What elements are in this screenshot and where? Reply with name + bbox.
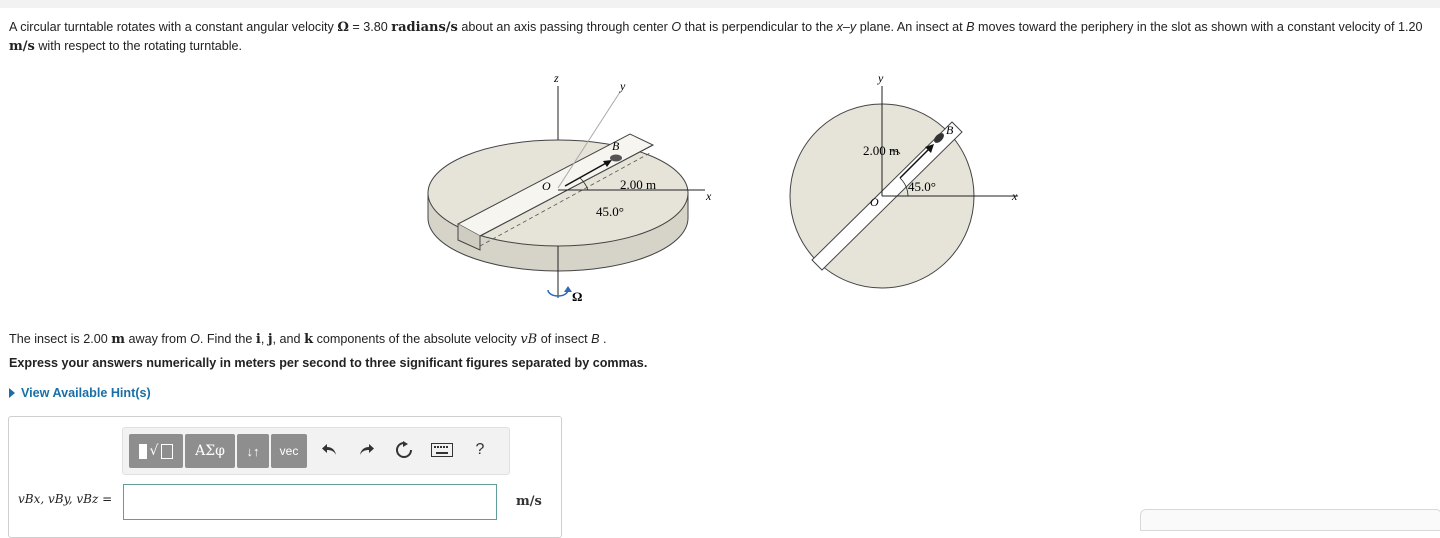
arrows-button[interactable]: ↓↑: [237, 434, 269, 468]
label-omega: Ω: [572, 289, 583, 304]
label-O: O: [542, 179, 551, 193]
top-label-distance: 2.00 m: [863, 143, 900, 158]
top-label-x: x: [1012, 189, 1018, 203]
turntable-top-view: [790, 71, 1018, 288]
reset-icon[interactable]: [393, 439, 415, 461]
greek-symbols-button[interactable]: ΑΣφ: [185, 434, 235, 468]
undo-icon[interactable]: [319, 439, 341, 461]
hint-label: View Available Hint(s): [21, 386, 151, 400]
label-distance: 2.00 m: [620, 177, 657, 192]
top-strip: [0, 0, 1440, 8]
templates-button[interactable]: [129, 434, 183, 468]
answer-unit: m/s: [516, 494, 542, 509]
turntable-diagram: [420, 68, 1060, 313]
help-button[interactable]: ?: [475, 441, 485, 458]
instruction-text: Express your answers numerically in meters per second to three significant figures separated by commas.: [9, 356, 648, 370]
turntable-figure: [420, 68, 1060, 313]
math-toolbar: [122, 427, 510, 475]
answer-input[interactable]: [123, 484, 497, 520]
redo-icon[interactable]: [355, 439, 377, 461]
turntable-3d: [428, 71, 712, 304]
answer-label: vBx, vBy, vBz =: [18, 492, 113, 506]
top-label-O: O: [870, 195, 879, 209]
label-y: y: [620, 79, 626, 93]
keyboard-icon[interactable]: [429, 439, 455, 461]
view-hints-link[interactable]: [9, 386, 151, 400]
top-label-y: y: [878, 71, 884, 85]
label-B: B: [612, 139, 620, 153]
label-z: z: [554, 71, 559, 85]
vector-button[interactable]: vec: [271, 434, 307, 468]
problem-statement: A circular turntable rotates with a constant angular velocity Ω = 3.80 radians/s about an axis passing through center O that is perpendicular to the x–y plane. An insect at B moves toward the periphery in the slot as shown with a constant velocity of 1.20 m/s with respect to the rotating turntable.: [9, 20, 1423, 54]
label-x: x: [706, 189, 712, 203]
top-label-angle: 45.0°: [908, 179, 936, 194]
insect-icon: [610, 155, 622, 162]
expand-triangle-icon: [9, 388, 15, 398]
question-text: The insect is 2.00 m away from O. Find the i, j, and k components of the absolute velocity vB of insect B .: [9, 332, 607, 347]
side-panel-edge: [1140, 509, 1440, 531]
top-label-B: B: [946, 123, 954, 137]
label-angle: 45.0°: [596, 204, 624, 219]
templates-icon: √: [139, 443, 174, 459]
